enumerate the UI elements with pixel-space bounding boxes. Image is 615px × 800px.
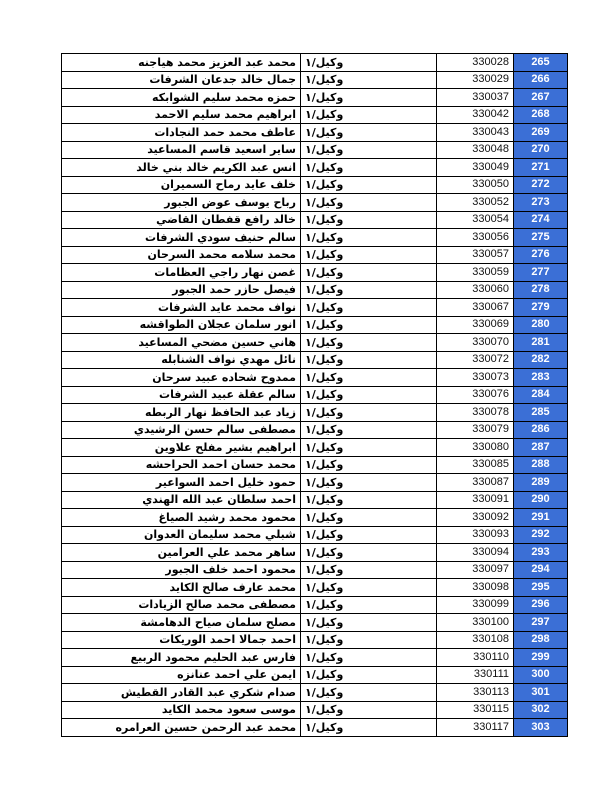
rank-cell: وكيل/١ (301, 631, 437, 649)
rank-cell: وكيل/١ (301, 159, 437, 177)
table-row (62, 491, 568, 509)
sequence-number-cell: 284 (514, 386, 568, 404)
sequence-number-cell: 274 (514, 211, 568, 229)
table-row (62, 439, 568, 457)
military-number-cell: 330110 (437, 649, 514, 667)
military-number-cell: 330072 (437, 351, 514, 369)
military-number-cell: 330048 (437, 141, 514, 159)
rank-cell: وكيل/١ (301, 71, 437, 89)
military-number-cell: 330073 (437, 369, 514, 387)
military-number-cell: 330028 (437, 54, 514, 72)
military-number-cell: 330092 (437, 509, 514, 527)
sequence-number-cell: 286 (514, 421, 568, 439)
table-row (62, 456, 568, 474)
sequence-number-cell: 281 (514, 334, 568, 352)
table-row (62, 474, 568, 492)
name-cell: انور سلمان عجلان الطواقشه (62, 316, 301, 334)
name-cell: ايمن علي احمد عنانزه (62, 666, 301, 684)
sequence-number-cell: 271 (514, 159, 568, 177)
military-number-cell: 330070 (437, 334, 514, 352)
sequence-number-cell: 280 (514, 316, 568, 334)
rank-cell: وكيل/١ (301, 89, 437, 107)
sequence-number-cell: 293 (514, 544, 568, 562)
rank-cell: وكيل/١ (301, 316, 437, 334)
military-number-cell: 330115 (437, 701, 514, 719)
sequence-number-cell: 289 (514, 474, 568, 492)
table-row (62, 159, 568, 177)
name-cell: صدام شكري عبد القادر القطيش (62, 684, 301, 702)
table-row (62, 719, 568, 737)
table-row (62, 701, 568, 719)
rank-cell: وكيل/١ (301, 439, 437, 457)
sequence-number-cell: 291 (514, 509, 568, 527)
rank-cell: وكيل/١ (301, 491, 437, 509)
rank-cell: وكيل/١ (301, 526, 437, 544)
rank-cell: وكيل/١ (301, 561, 437, 579)
military-number-cell: 330108 (437, 631, 514, 649)
table-row (62, 176, 568, 194)
rank-cell: وكيل/١ (301, 544, 437, 562)
rank-cell: وكيل/١ (301, 54, 437, 72)
table-row (62, 211, 568, 229)
military-number-cell: 330085 (437, 456, 514, 474)
rank-cell: وكيل/١ (301, 124, 437, 142)
name-cell: موسى سعود محمد الكايد (62, 701, 301, 719)
name-cell: محمد عارف صالح الكايد (62, 579, 301, 597)
military-number-cell: 330078 (437, 404, 514, 422)
sequence-number-cell: 282 (514, 351, 568, 369)
rank-cell: وكيل/١ (301, 719, 437, 737)
rank-cell: وكيل/١ (301, 649, 437, 667)
table-row (62, 264, 568, 282)
table-row (62, 386, 568, 404)
table-row (62, 71, 568, 89)
name-cell: ممدوح شحاده عبيد سرحان (62, 369, 301, 387)
military-number-cell: 330052 (437, 194, 514, 212)
name-cell: محمود احمد خلف الجبور (62, 561, 301, 579)
rank-cell: وكيل/١ (301, 509, 437, 527)
sequence-number-cell: 301 (514, 684, 568, 702)
military-number-cell: 330037 (437, 89, 514, 107)
name-cell: نائل مهدي نواف الشنابله (62, 351, 301, 369)
name-cell: احمد سلطان عبد الله الهندي (62, 491, 301, 509)
name-cell: شبلي محمد سليمان العدوان (62, 526, 301, 544)
sequence-number-cell: 295 (514, 579, 568, 597)
sequence-number-cell: 290 (514, 491, 568, 509)
name-cell: فيصل حازر حمد الجبور (62, 281, 301, 299)
roster-sheet (61, 53, 567, 737)
table-row (62, 229, 568, 247)
military-number-cell: 330113 (437, 684, 514, 702)
table-row (62, 579, 568, 597)
military-number-cell: 330049 (437, 159, 514, 177)
sequence-number-cell: 279 (514, 299, 568, 317)
sequence-number-cell: 273 (514, 194, 568, 212)
name-cell: نواف محمد عايد الشرفات (62, 299, 301, 317)
table-row (62, 421, 568, 439)
name-cell: مصطفى سالم حسن الرشيدي (62, 421, 301, 439)
sequence-number-cell: 272 (514, 176, 568, 194)
sequence-number-cell: 265 (514, 54, 568, 72)
military-number-cell: 330098 (437, 579, 514, 597)
rank-cell: وكيل/١ (301, 176, 437, 194)
table-row (62, 526, 568, 544)
military-number-cell: 330029 (437, 71, 514, 89)
name-cell: محمود محمد رشيد الصياغ (62, 509, 301, 527)
name-cell: مصلح سلمان صياح الدهامشة (62, 614, 301, 632)
table-row (62, 246, 568, 264)
table-row (62, 141, 568, 159)
sequence-number-cell: 266 (514, 71, 568, 89)
military-number-cell: 330079 (437, 421, 514, 439)
rank-cell: وكيل/١ (301, 351, 437, 369)
rank-cell: وكيل/١ (301, 579, 437, 597)
military-number-cell: 330067 (437, 299, 514, 317)
name-cell: فارس عبد الحليم محمود الربيع (62, 649, 301, 667)
sequence-number-cell: 296 (514, 596, 568, 614)
table-row (62, 614, 568, 632)
name-cell: ابراهيم بشير مفلح علاوين (62, 439, 301, 457)
sequence-number-cell: 278 (514, 281, 568, 299)
rank-cell: وكيل/١ (301, 246, 437, 264)
table-row (62, 334, 568, 352)
table-row (62, 299, 568, 317)
rank-cell: وكيل/١ (301, 299, 437, 317)
military-number-cell: 330076 (437, 386, 514, 404)
rank-cell: وكيل/١ (301, 684, 437, 702)
military-number-cell: 330087 (437, 474, 514, 492)
sequence-number-cell: 267 (514, 89, 568, 107)
name-cell: جمال خالد جدعان الشرفات (62, 71, 301, 89)
sequence-number-cell: 303 (514, 719, 568, 737)
table-row (62, 194, 568, 212)
rank-cell: وكيل/١ (301, 194, 437, 212)
rank-cell: وكيل/١ (301, 281, 437, 299)
name-cell: ساير اسعيد قاسم المساعيد (62, 141, 301, 159)
rank-cell: وكيل/١ (301, 106, 437, 124)
name-cell: حمود خليل احمد السواعير (62, 474, 301, 492)
name-cell: مصطفى محمد صالح الزيادات (62, 596, 301, 614)
table-row (62, 369, 568, 387)
military-number-cell: 330043 (437, 124, 514, 142)
table-row (62, 404, 568, 422)
sequence-number-cell: 269 (514, 124, 568, 142)
table-row (62, 509, 568, 527)
sequence-number-cell: 299 (514, 649, 568, 667)
rank-cell: وكيل/١ (301, 229, 437, 247)
name-cell: محمد عبد العزيز محمد هياجنه (62, 54, 301, 72)
table-row (62, 596, 568, 614)
table-row (62, 316, 568, 334)
name-cell: ساهر محمد علي العرامين (62, 544, 301, 562)
rank-cell: وكيل/١ (301, 666, 437, 684)
military-number-cell: 330080 (437, 439, 514, 457)
sequence-number-cell: 270 (514, 141, 568, 159)
sequence-number-cell: 287 (514, 439, 568, 457)
rank-cell: وكيل/١ (301, 421, 437, 439)
name-cell: محمد عبد الرحمن حسين العرامره (62, 719, 301, 737)
table-row (62, 106, 568, 124)
sequence-number-cell: 276 (514, 246, 568, 264)
table-row (62, 89, 568, 107)
military-number-cell: 330054 (437, 211, 514, 229)
table-row (62, 281, 568, 299)
name-cell: سالم حنيف سودي الشرفات (62, 229, 301, 247)
sequence-number-cell: 288 (514, 456, 568, 474)
rank-cell: وكيل/١ (301, 614, 437, 632)
sequence-number-cell: 277 (514, 264, 568, 282)
sequence-number-cell: 294 (514, 561, 568, 579)
sequence-number-cell: 275 (514, 229, 568, 247)
name-cell: ابراهيم محمد سليم الاحمد (62, 106, 301, 124)
table-row (62, 544, 568, 562)
rank-cell: وكيل/١ (301, 264, 437, 282)
roster-table-body (62, 54, 568, 737)
rank-cell: وكيل/١ (301, 141, 437, 159)
name-cell: سالم عقلة عبيد الشرفات (62, 386, 301, 404)
sequence-number-cell: 292 (514, 526, 568, 544)
military-number-cell: 330094 (437, 544, 514, 562)
military-number-cell: 330091 (437, 491, 514, 509)
rank-cell: وكيل/١ (301, 701, 437, 719)
name-cell: عاطف محمد حمد النجادات (62, 124, 301, 142)
sequence-number-cell: 302 (514, 701, 568, 719)
rank-cell: وكيل/١ (301, 369, 437, 387)
rank-cell: وكيل/١ (301, 211, 437, 229)
table-row (62, 351, 568, 369)
sequence-number-cell: 283 (514, 369, 568, 387)
table-row (62, 666, 568, 684)
name-cell: حمزه محمد سليم الشوابكه (62, 89, 301, 107)
rank-cell: وكيل/١ (301, 334, 437, 352)
military-number-cell: 330097 (437, 561, 514, 579)
military-number-cell: 330100 (437, 614, 514, 632)
table-row (62, 631, 568, 649)
military-number-cell: 330117 (437, 719, 514, 737)
military-number-cell: 330056 (437, 229, 514, 247)
name-cell: هاني حسين مضحي المساعيد (62, 334, 301, 352)
sequence-number-cell: 298 (514, 631, 568, 649)
table-row (62, 561, 568, 579)
sequence-number-cell: 297 (514, 614, 568, 632)
name-cell: محمد حسان احمد الحراحشه (62, 456, 301, 474)
rank-cell: وكيل/١ (301, 596, 437, 614)
military-number-cell: 330050 (437, 176, 514, 194)
military-number-cell: 330093 (437, 526, 514, 544)
rank-cell: وكيل/١ (301, 474, 437, 492)
military-number-cell: 330059 (437, 264, 514, 282)
military-number-cell: 330042 (437, 106, 514, 124)
sequence-number-cell: 268 (514, 106, 568, 124)
military-number-cell: 330060 (437, 281, 514, 299)
sequence-number-cell: 285 (514, 404, 568, 422)
name-cell: خالد رافع قفطان القاضي (62, 211, 301, 229)
table-row (62, 684, 568, 702)
table-row (62, 649, 568, 667)
name-cell: رباح يوسف عوض الجبور (62, 194, 301, 212)
name-cell: محمد سلامه محمد السرحان (62, 246, 301, 264)
table-row (62, 124, 568, 142)
name-cell: زياد عبد الحافظ نهار الربطه (62, 404, 301, 422)
military-number-cell: 330099 (437, 596, 514, 614)
rank-cell: وكيل/١ (301, 456, 437, 474)
sequence-number-cell: 300 (514, 666, 568, 684)
name-cell: احمد جمالا احمد الوريكات (62, 631, 301, 649)
name-cell: خلف عايد رماح السميران (62, 176, 301, 194)
rank-cell: وكيل/١ (301, 386, 437, 404)
military-number-cell: 330111 (437, 666, 514, 684)
military-number-cell: 330057 (437, 246, 514, 264)
rank-cell: وكيل/١ (301, 404, 437, 422)
table-row (62, 54, 568, 72)
name-cell: غصن نهار راجي العظامات (62, 264, 301, 282)
name-cell: انس عبد الكريم خالد بني خالد (62, 159, 301, 177)
roster-table (61, 53, 568, 737)
military-number-cell: 330069 (437, 316, 514, 334)
